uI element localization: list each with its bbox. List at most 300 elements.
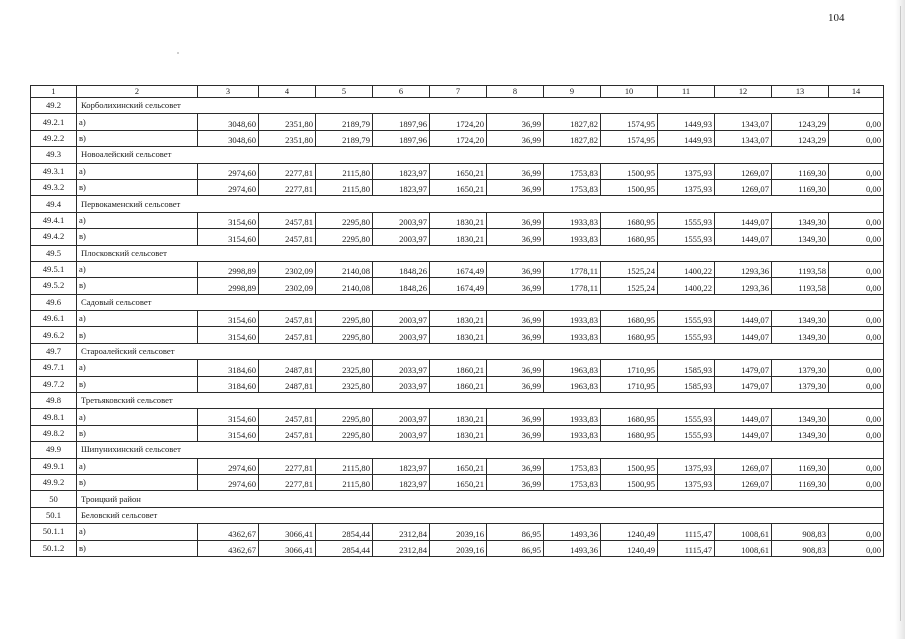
column-header: 9 (544, 86, 601, 98)
value-cell: 1479,07 (715, 376, 772, 392)
value-cell: 1848,26 (373, 278, 430, 294)
value-cell: 1680,95 (601, 425, 658, 441)
value-cell: 36,99 (487, 179, 544, 195)
section-title: Новоалейский сельсовет (77, 147, 884, 163)
row-label: а) (77, 409, 198, 425)
value-cell: 2033,97 (373, 360, 430, 376)
value-cell: 1525,24 (601, 278, 658, 294)
tariff-table (30, 85, 884, 557)
value-cell: 1823,97 (373, 179, 430, 195)
value-cell: 2998,89 (198, 261, 259, 277)
page-number: 104 (828, 12, 845, 24)
table-row (31, 376, 884, 392)
column-header: 8 (487, 86, 544, 98)
value-cell: 2325,80 (316, 360, 373, 376)
value-cell: 1860,21 (430, 360, 487, 376)
value-cell: 2302,09 (259, 278, 316, 294)
value-cell: 1493,36 (544, 524, 601, 540)
value-cell: 3154,60 (198, 212, 259, 228)
value-cell: 0,00 (829, 474, 884, 490)
value-cell: 2974,60 (198, 163, 259, 179)
value-cell: 1169,30 (772, 179, 829, 195)
value-cell: 2295,80 (316, 425, 373, 441)
section-row (31, 442, 884, 458)
row-label: в) (77, 474, 198, 490)
section-title: Корболихинский сельсовет (77, 98, 884, 114)
row-code: 49.9.2 (31, 474, 77, 490)
row-code: 50.1.1 (31, 524, 77, 540)
row-code: 49.7.1 (31, 360, 77, 376)
section-row (31, 245, 884, 261)
value-cell: 36,99 (487, 360, 544, 376)
value-cell: 908,83 (772, 524, 829, 540)
value-cell: 1349,30 (772, 409, 829, 425)
section-code: 49.6 (31, 294, 77, 310)
value-cell: 2295,80 (316, 229, 373, 245)
value-cell: 1827,82 (544, 130, 601, 146)
table-row (31, 114, 884, 130)
value-cell: 2487,81 (259, 360, 316, 376)
value-cell: 1500,95 (601, 458, 658, 474)
value-cell: 1349,30 (772, 327, 829, 343)
value-cell: 1555,93 (658, 212, 715, 228)
value-cell: 36,99 (487, 311, 544, 327)
value-cell: 1349,30 (772, 425, 829, 441)
value-cell: 3154,60 (198, 425, 259, 441)
row-label: а) (77, 360, 198, 376)
value-cell: 908,83 (772, 540, 829, 556)
table-row (31, 261, 884, 277)
value-cell: 36,99 (487, 425, 544, 441)
value-cell: 2854,44 (316, 524, 373, 540)
value-cell: 36,99 (487, 278, 544, 294)
value-cell: 1963,83 (544, 376, 601, 392)
column-header: 3 (198, 86, 259, 98)
column-header: 1 (31, 86, 77, 98)
value-cell: 1269,07 (715, 474, 772, 490)
value-cell: 1449,07 (715, 311, 772, 327)
table-row (31, 179, 884, 195)
value-cell: 4362,67 (198, 524, 259, 540)
value-cell: 2351,80 (259, 114, 316, 130)
section-code: 49.2 (31, 98, 77, 114)
row-label: в) (77, 179, 198, 195)
value-cell: 1269,07 (715, 179, 772, 195)
table-body (31, 86, 884, 557)
value-cell: 1293,36 (715, 261, 772, 277)
value-cell: 2302,09 (259, 261, 316, 277)
value-cell: 3066,41 (259, 524, 316, 540)
value-cell: 1753,83 (544, 458, 601, 474)
table-header-row (31, 86, 884, 98)
value-cell: 1933,83 (544, 229, 601, 245)
section-row (31, 294, 884, 310)
value-cell: 1375,93 (658, 163, 715, 179)
table-row (31, 540, 884, 556)
section-code: 49.5 (31, 245, 77, 261)
value-cell: 1753,83 (544, 163, 601, 179)
value-cell: 36,99 (487, 261, 544, 277)
section-title: Шипунихинский сельсовет (77, 442, 884, 458)
value-cell: 1379,30 (772, 360, 829, 376)
value-cell: 1449,07 (715, 425, 772, 441)
table-row (31, 409, 884, 425)
value-cell: 1555,93 (658, 425, 715, 441)
table-row (31, 360, 884, 376)
table-row (31, 163, 884, 179)
section-row (31, 393, 884, 409)
value-cell: 2115,80 (316, 458, 373, 474)
value-cell: 86,95 (487, 524, 544, 540)
value-cell: 0,00 (829, 540, 884, 556)
value-cell: 3154,60 (198, 327, 259, 343)
value-cell: 86,95 (487, 540, 544, 556)
column-header: 2 (77, 86, 198, 98)
value-cell: 2295,80 (316, 212, 373, 228)
row-label: а) (77, 311, 198, 327)
row-label: а) (77, 114, 198, 130)
section-title: Первокаменский сельсовет (77, 196, 884, 212)
table-row (31, 311, 884, 327)
row-code: 49.5.2 (31, 278, 77, 294)
value-cell: 1585,93 (658, 376, 715, 392)
row-label: в) (77, 130, 198, 146)
value-cell: 1525,24 (601, 261, 658, 277)
value-cell: 1848,26 (373, 261, 430, 277)
row-label: а) (77, 458, 198, 474)
value-cell: 3048,60 (198, 114, 259, 130)
section-code: 49.8 (31, 393, 77, 409)
value-cell: 0,00 (829, 458, 884, 474)
section-code: 49.4 (31, 196, 77, 212)
column-header: 7 (430, 86, 487, 98)
value-cell: 1008,61 (715, 540, 772, 556)
value-cell: 2487,81 (259, 376, 316, 392)
column-header: 5 (316, 86, 373, 98)
value-cell: 1710,95 (601, 360, 658, 376)
value-cell: 2115,80 (316, 163, 373, 179)
value-cell: 1897,96 (373, 130, 430, 146)
value-cell: 1269,07 (715, 458, 772, 474)
value-cell: 2351,80 (259, 130, 316, 146)
value-cell: 1169,30 (772, 458, 829, 474)
value-cell: 1375,93 (658, 179, 715, 195)
value-cell: 2854,44 (316, 540, 373, 556)
value-cell: 2115,80 (316, 179, 373, 195)
section-code: 49.3 (31, 147, 77, 163)
table-row (31, 278, 884, 294)
row-label: в) (77, 229, 198, 245)
value-cell: 0,00 (829, 163, 884, 179)
row-label: а) (77, 261, 198, 277)
value-cell: 1823,97 (373, 163, 430, 179)
value-cell: 2003,97 (373, 212, 430, 228)
value-cell: 1375,93 (658, 458, 715, 474)
row-label: в) (77, 327, 198, 343)
value-cell: 2039,16 (430, 524, 487, 540)
value-cell: 1343,07 (715, 114, 772, 130)
value-cell: 1500,95 (601, 179, 658, 195)
section-title: Садовый сельсовет (77, 294, 884, 310)
value-cell: 1585,93 (658, 360, 715, 376)
value-cell: 1115,47 (658, 540, 715, 556)
value-cell: 1650,21 (430, 458, 487, 474)
table-row (31, 425, 884, 441)
value-cell: 2003,97 (373, 409, 430, 425)
value-cell: 1674,49 (430, 261, 487, 277)
value-cell: 1753,83 (544, 179, 601, 195)
value-cell: 1555,93 (658, 311, 715, 327)
table-row (31, 474, 884, 490)
value-cell: 36,99 (487, 163, 544, 179)
value-cell: 3184,60 (198, 360, 259, 376)
value-cell: 2189,79 (316, 130, 373, 146)
table-row (31, 524, 884, 540)
value-cell: 1827,82 (544, 114, 601, 130)
table-row (31, 229, 884, 245)
value-cell: 1379,30 (772, 376, 829, 392)
value-cell: 1830,21 (430, 311, 487, 327)
value-cell: 1193,58 (772, 278, 829, 294)
row-code: 49.2.1 (31, 114, 77, 130)
value-cell: 0,00 (829, 524, 884, 540)
section-row (31, 147, 884, 163)
value-cell: 1778,11 (544, 261, 601, 277)
value-cell: 1555,93 (658, 229, 715, 245)
value-cell: 1650,21 (430, 474, 487, 490)
value-cell: 2140,08 (316, 278, 373, 294)
value-cell: 2003,97 (373, 327, 430, 343)
value-cell: 1240,49 (601, 524, 658, 540)
value-cell: 0,00 (829, 229, 884, 245)
value-cell: 2457,81 (259, 229, 316, 245)
value-cell: 1650,21 (430, 179, 487, 195)
value-cell: 1674,49 (430, 278, 487, 294)
value-cell: 1555,93 (658, 409, 715, 425)
section-row (31, 491, 884, 507)
value-cell: 1650,21 (430, 163, 487, 179)
row-code: 49.7.2 (31, 376, 77, 392)
value-cell: 1897,96 (373, 114, 430, 130)
value-cell: 1293,36 (715, 278, 772, 294)
value-cell: 1493,36 (544, 540, 601, 556)
row-label: в) (77, 425, 198, 441)
value-cell: 1778,11 (544, 278, 601, 294)
value-cell: 3184,60 (198, 376, 259, 392)
value-cell: 3154,60 (198, 311, 259, 327)
value-cell: 36,99 (487, 130, 544, 146)
value-cell: 36,99 (487, 474, 544, 490)
value-cell: 1860,21 (430, 376, 487, 392)
row-code: 49.5.1 (31, 261, 77, 277)
value-cell: 1400,22 (658, 278, 715, 294)
value-cell: 1830,21 (430, 327, 487, 343)
value-cell: 0,00 (829, 278, 884, 294)
value-cell: 1823,97 (373, 458, 430, 474)
column-header: 4 (259, 86, 316, 98)
value-cell: 0,00 (829, 130, 884, 146)
table-row (31, 212, 884, 228)
row-label: а) (77, 524, 198, 540)
column-header: 12 (715, 86, 772, 98)
row-code: 50.1.2 (31, 540, 77, 556)
row-label: в) (77, 376, 198, 392)
section-row (31, 507, 884, 523)
value-cell: 0,00 (829, 360, 884, 376)
row-label: а) (77, 163, 198, 179)
row-code: 49.4.1 (31, 212, 77, 228)
section-title: Беловский сельсовет (77, 507, 884, 523)
value-cell: 2277,81 (259, 474, 316, 490)
row-code: 49.2.2 (31, 130, 77, 146)
value-cell: 2457,81 (259, 212, 316, 228)
value-cell: 1349,30 (772, 311, 829, 327)
value-cell: 1555,93 (658, 327, 715, 343)
value-cell: 1830,21 (430, 212, 487, 228)
value-cell: 2457,81 (259, 425, 316, 441)
value-cell: 3066,41 (259, 540, 316, 556)
value-cell: 2325,80 (316, 376, 373, 392)
value-cell: 1479,07 (715, 360, 772, 376)
row-label: в) (77, 540, 198, 556)
value-cell: 1193,58 (772, 261, 829, 277)
value-cell: 2277,81 (259, 179, 316, 195)
value-cell: 1574,95 (601, 130, 658, 146)
value-cell: 1680,95 (601, 409, 658, 425)
value-cell: 0,00 (829, 311, 884, 327)
table-row (31, 327, 884, 343)
value-cell: 2295,80 (316, 409, 373, 425)
value-cell: 1933,83 (544, 425, 601, 441)
value-cell: 2312,84 (373, 540, 430, 556)
value-cell: 1115,47 (658, 524, 715, 540)
value-cell: 3154,60 (198, 229, 259, 245)
value-cell: 36,99 (487, 212, 544, 228)
section-title: Плосковский сельсовет (77, 245, 884, 261)
value-cell: 2003,97 (373, 311, 430, 327)
value-cell: 1724,20 (430, 130, 487, 146)
value-cell: 0,00 (829, 327, 884, 343)
value-cell: 1823,97 (373, 474, 430, 490)
row-code: 49.8.2 (31, 425, 77, 441)
value-cell: 1500,95 (601, 474, 658, 490)
section-row (31, 343, 884, 359)
value-cell: 1933,83 (544, 212, 601, 228)
value-cell: 1400,22 (658, 261, 715, 277)
page-edge-line (900, 6, 901, 621)
value-cell: 1349,30 (772, 229, 829, 245)
value-cell: 0,00 (829, 261, 884, 277)
value-cell: 1680,95 (601, 311, 658, 327)
value-cell: 1169,30 (772, 163, 829, 179)
value-cell: 36,99 (487, 409, 544, 425)
value-cell: 1933,83 (544, 311, 601, 327)
value-cell: 2033,97 (373, 376, 430, 392)
section-code: 50.1 (31, 507, 77, 523)
value-cell: 1240,49 (601, 540, 658, 556)
value-cell: 1500,95 (601, 163, 658, 179)
section-title: Троицкий район (77, 491, 884, 507)
section-title: Староалейский сельсовет (77, 343, 884, 359)
value-cell: 36,99 (487, 458, 544, 474)
value-cell: 1933,83 (544, 327, 601, 343)
value-cell: 1169,30 (772, 474, 829, 490)
value-cell: 0,00 (829, 179, 884, 195)
table-row (31, 130, 884, 146)
value-cell: 0,00 (829, 409, 884, 425)
value-cell: 0,00 (829, 212, 884, 228)
section-code: 50 (31, 491, 77, 507)
scan-artifact (177, 52, 179, 54)
value-cell: 0,00 (829, 114, 884, 130)
section-code: 49.9 (31, 442, 77, 458)
section-code: 49.7 (31, 343, 77, 359)
value-cell: 1680,95 (601, 327, 658, 343)
value-cell: 36,99 (487, 327, 544, 343)
value-cell: 1449,07 (715, 229, 772, 245)
value-cell: 1008,61 (715, 524, 772, 540)
value-cell: 2457,81 (259, 311, 316, 327)
value-cell: 2312,84 (373, 524, 430, 540)
value-cell: 1680,95 (601, 212, 658, 228)
value-cell: 2974,60 (198, 474, 259, 490)
value-cell: 0,00 (829, 425, 884, 441)
row-code: 49.6.1 (31, 311, 77, 327)
row-code: 49.3.1 (31, 163, 77, 179)
value-cell: 2277,81 (259, 163, 316, 179)
value-cell: 1933,83 (544, 409, 601, 425)
value-cell: 1574,95 (601, 114, 658, 130)
row-code: 49.4.2 (31, 229, 77, 245)
row-code: 49.6.2 (31, 327, 77, 343)
value-cell: 2039,16 (430, 540, 487, 556)
value-cell: 1830,21 (430, 425, 487, 441)
value-cell: 3154,60 (198, 409, 259, 425)
value-cell: 4362,67 (198, 540, 259, 556)
value-cell: 36,99 (487, 376, 544, 392)
value-cell: 36,99 (487, 229, 544, 245)
column-header: 6 (373, 86, 430, 98)
value-cell: 1710,95 (601, 376, 658, 392)
column-header: 13 (772, 86, 829, 98)
row-label: в) (77, 278, 198, 294)
value-cell: 1375,93 (658, 474, 715, 490)
section-title: Третьяковский сельсовет (77, 393, 884, 409)
row-code: 49.3.2 (31, 179, 77, 195)
value-cell: 2998,89 (198, 278, 259, 294)
value-cell: 2277,81 (259, 458, 316, 474)
row-label: а) (77, 212, 198, 228)
value-cell: 1349,30 (772, 212, 829, 228)
value-cell: 1449,07 (715, 212, 772, 228)
value-cell: 1753,83 (544, 474, 601, 490)
value-cell: 1830,21 (430, 229, 487, 245)
value-cell: 1269,07 (715, 163, 772, 179)
value-cell: 2003,97 (373, 229, 430, 245)
row-code: 49.9.1 (31, 458, 77, 474)
value-cell: 1343,07 (715, 130, 772, 146)
value-cell: 3048,60 (198, 130, 259, 146)
value-cell: 2003,97 (373, 425, 430, 441)
value-cell: 2457,81 (259, 327, 316, 343)
value-cell: 2974,60 (198, 179, 259, 195)
value-cell: 1449,93 (658, 130, 715, 146)
value-cell: 0,00 (829, 376, 884, 392)
value-cell: 1963,83 (544, 360, 601, 376)
column-header: 14 (829, 86, 884, 98)
section-row (31, 196, 884, 212)
value-cell: 2189,79 (316, 114, 373, 130)
